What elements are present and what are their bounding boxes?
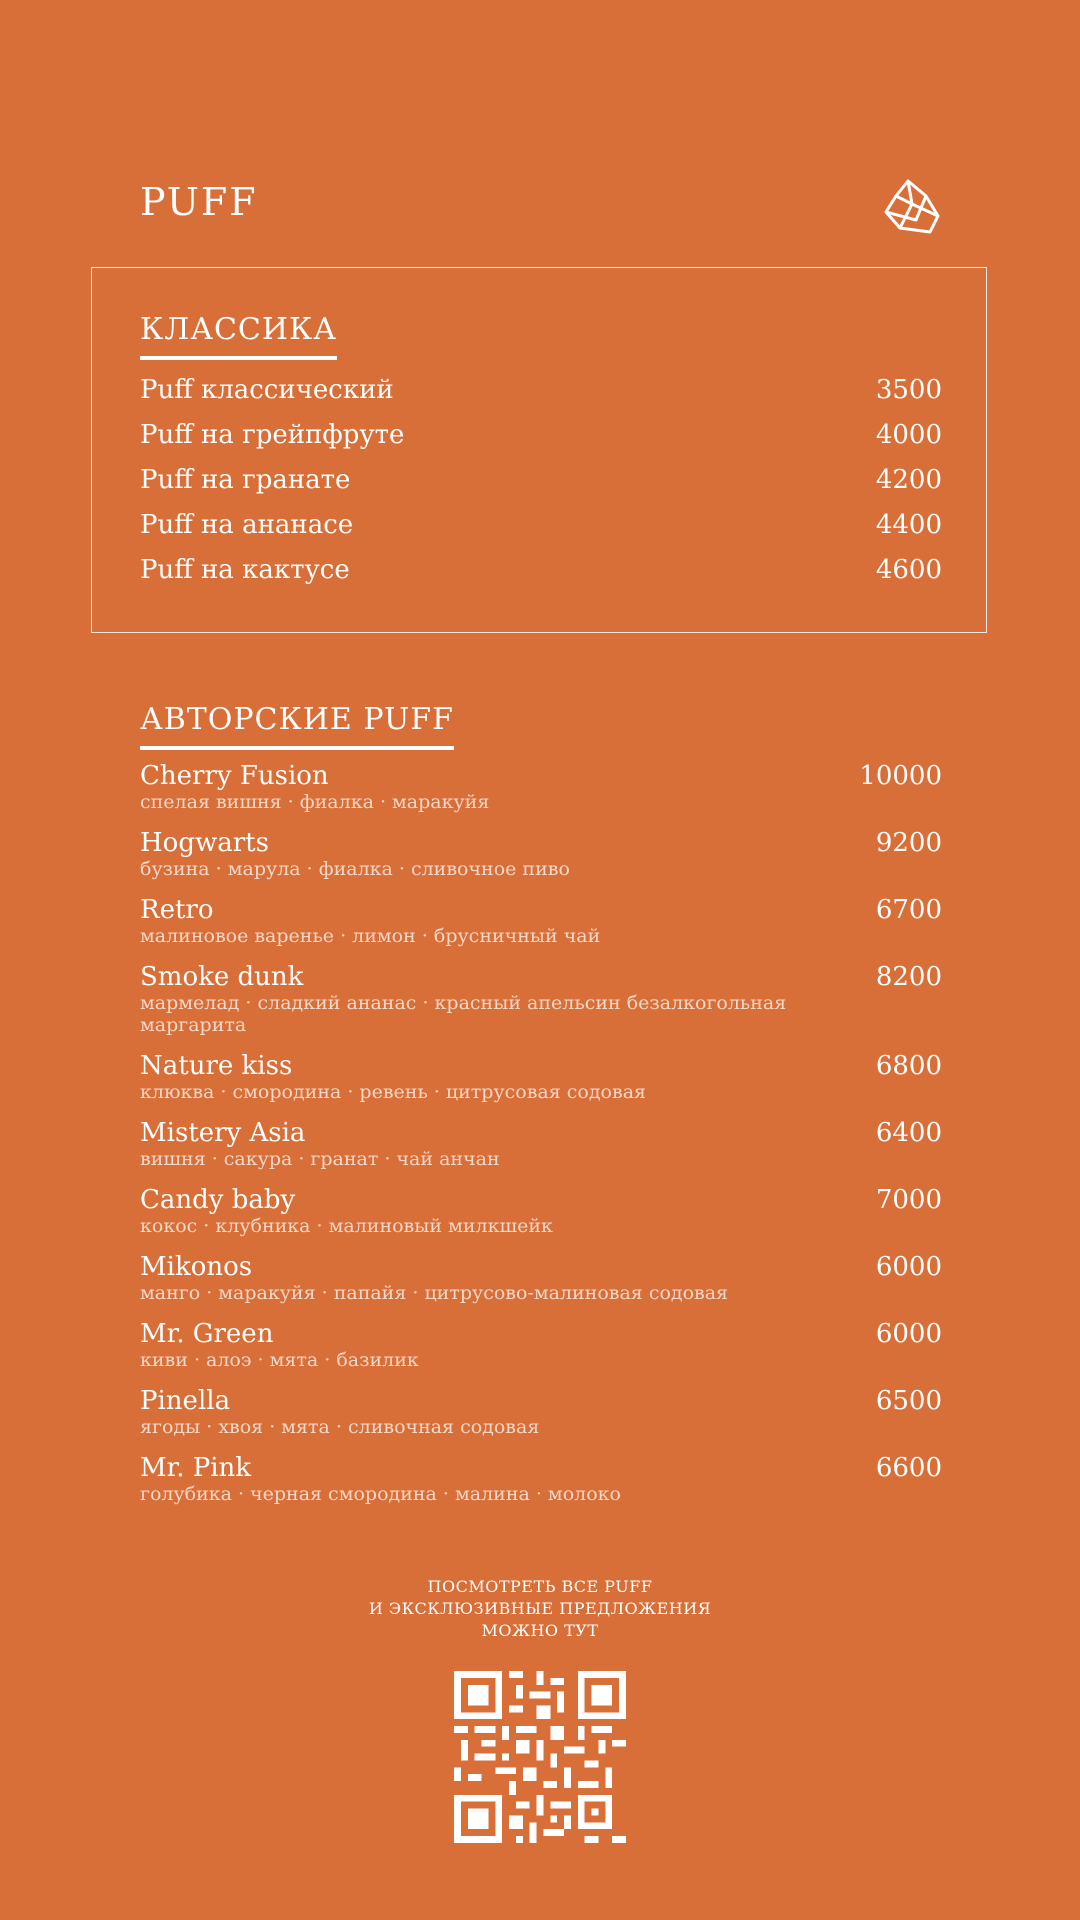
item-name: Puff на ананасе: [140, 510, 354, 540]
classic-menu-item: [140, 458, 942, 503]
classic-menu-item: [140, 413, 942, 458]
signature-menu-item: [140, 828, 942, 880]
signature-menu-item: [140, 1051, 942, 1103]
item-description: голубика · черная смородина · малина · молоко: [140, 1483, 621, 1505]
item-price: 6500: [875, 1386, 942, 1416]
item-name: Puff на кактусе: [140, 555, 350, 585]
item-price: 6600: [875, 1453, 942, 1483]
classic-menu-item: [140, 368, 942, 413]
signature-menu-item: [140, 1386, 942, 1438]
item-name: Puff на грейпфруте: [140, 420, 405, 450]
signature-menu-item: [140, 1453, 942, 1505]
item-price: 8200: [875, 962, 942, 992]
item-price: 10000: [859, 761, 942, 791]
item-name: Mr. Pink: [140, 1453, 252, 1483]
item-price: 6700: [875, 895, 942, 925]
signature-menu-item: [140, 1319, 942, 1371]
item-description: малиновое варенье · лимон · брусничный чай: [140, 925, 601, 947]
item-name: Hogwarts: [140, 828, 269, 858]
item-price: 6400: [875, 1118, 942, 1148]
item-name: Smoke dunk: [140, 962, 304, 992]
item-description: мармелад · сладкий ананас · красный апельсин безалкогольная маргарита: [140, 992, 787, 1036]
signature-menu-item: [140, 962, 942, 1036]
item-name: Pinella: [140, 1386, 231, 1416]
item-price: 6800: [875, 1051, 942, 1081]
item-description: бузина · марула · фиалка · сливочное пиво: [140, 858, 570, 880]
item-description: спелая вишня · фиалка · маракуйя: [140, 791, 490, 813]
signature-menu-item: [140, 1185, 942, 1237]
item-price: 4400: [875, 510, 942, 540]
item-price: 7000: [875, 1185, 942, 1215]
item-price: 4000: [875, 420, 942, 450]
page-title: PUFF: [140, 180, 258, 224]
item-description: вишня · сакура · гранат · чай анчан: [140, 1148, 500, 1170]
item-price: 3500: [875, 375, 942, 405]
item-description: кокос · клубника · малиновый милкшейк: [140, 1215, 553, 1237]
classic-section-heading: КЛАССИКА: [140, 310, 337, 360]
cta-line: И ЭКСКЛЮЗИВНЫЕ ПРЕДЛОЖЕНИЯ: [368, 1599, 712, 1618]
item-price: 6000: [875, 1319, 942, 1349]
item-name: Retro: [140, 895, 214, 925]
item-price: 4200: [875, 465, 942, 495]
item-description: манго · маракуйя · папайя · цитрусово-малиновая содовая: [140, 1282, 729, 1304]
classic-menu-item: [140, 548, 942, 593]
signature-menu-item: [140, 761, 942, 813]
item-description: клюква · смородина · ревень · цитрусовая содовая: [140, 1081, 647, 1103]
geometric-knot-logo-icon: [882, 176, 942, 236]
classic-menu-list: [140, 368, 942, 593]
item-price: 9200: [875, 828, 942, 858]
item-name: Cherry Fusion: [140, 761, 329, 791]
signature-menu-item: [140, 895, 942, 947]
item-name: Candy baby: [140, 1185, 296, 1215]
item-name: Mr. Green: [140, 1319, 274, 1349]
item-price: 4600: [875, 555, 942, 585]
qr-call-to-action: [240, 1576, 840, 1642]
item-name: Puff на гранате: [140, 465, 351, 495]
item-name: Mistery Asia: [140, 1118, 306, 1148]
item-name: Nature kiss: [140, 1051, 293, 1081]
item-description: киви · алоэ · мята · базилик: [140, 1349, 419, 1371]
item-name: Mikonos: [140, 1252, 253, 1282]
cta-line: ПОСМОТРЕТЬ ВСЕ PUFF: [427, 1577, 653, 1596]
item-price: 6000: [875, 1252, 942, 1282]
qr-code-icon[interactable]: [454, 1671, 626, 1843]
item-description: ягоды · хвоя · мята · сливочная содовая: [140, 1416, 540, 1438]
item-name: Puff классический: [140, 375, 394, 405]
signature-section-heading: АВТОРСКИЕ PUFF: [140, 700, 454, 750]
signature-menu-item: [140, 1252, 942, 1304]
classic-menu-item: [140, 503, 942, 548]
signature-menu-item: [140, 1118, 942, 1170]
cta-line: МОЖНО ТУТ: [481, 1621, 599, 1640]
